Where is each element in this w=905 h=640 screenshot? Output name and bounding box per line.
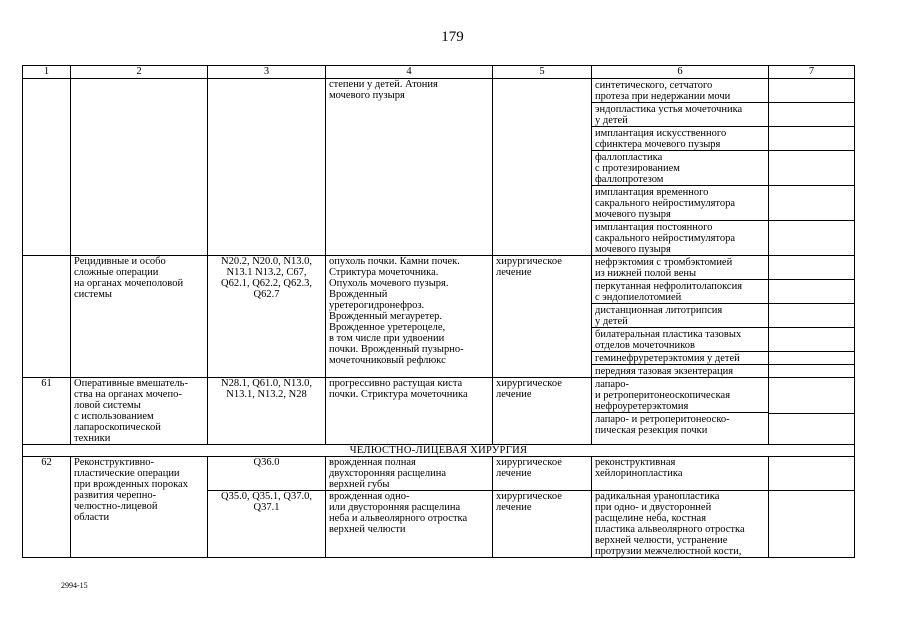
method-cell	[592, 378, 769, 445]
diagnosis-cell: прогрессивно растущая киста почки. Стриктура мочеточника	[326, 378, 493, 445]
footer-code: 2994-15	[61, 581, 88, 590]
header-col-7: 7	[769, 66, 855, 79]
procedures-table	[22, 65, 855, 558]
procedure-name-cell: Оперативные вмешатель- ства на органах мочепо- ловой системы с использованием лапароскопической техники	[71, 378, 208, 445]
row-number-cell: 61	[23, 378, 71, 445]
treatment-type-cell: хирургическое лечение	[493, 457, 592, 491]
method-item: имплантация временного сакрального нейростимулятора мочевого пузыря	[592, 186, 768, 221]
table-row	[23, 457, 855, 491]
table-row	[23, 378, 855, 445]
icd-codes-cell: N28.1, Q61.0, N13.0, N13.1, N13.2, N28	[208, 378, 326, 445]
row-number-cell: 62	[23, 457, 71, 558]
section-header-row	[23, 445, 855, 457]
treatment-type-cell: хирургическое лечение	[493, 378, 592, 445]
table-row	[23, 256, 855, 378]
section-title: ЧЕЛЮСТНО-ЛИЦЕВАЯ ХИРУРГИЯ	[23, 445, 855, 457]
method-item: геминефруретерэктомия у детей	[592, 352, 768, 365]
diagnosis-cell: опухоль почки. Камни почек. Стриктура мочеточника. Опухоль мочевого пузыря. Врожденный уретерогидронефроз. Врожденный мегауретер. Врожденное уретероцеле, в том числе при удвоении почки. Врожденный пузырно- мочеточниковый рефлюкс	[326, 256, 493, 378]
header-col-1: 1	[23, 66, 71, 79]
method-cell: реконструктивная хейлоринопластика	[592, 457, 769, 491]
method-item: синтетического, сетчатого протеза при недержании мочи	[592, 79, 768, 103]
procedure-name-cell: Рецидивные и особо сложные операции на органах мочеполовой системы	[71, 256, 208, 378]
method-item: имплантация искусственного сфинктера мочевого пузыря	[592, 127, 768, 151]
method-item: имплантация постоянного сакрального нейростимулятора мочевого пузыря	[595, 222, 736, 255]
method-item: лапаро- и ретроперитонеоскопическая нефроуретерэктомия	[592, 378, 768, 413]
header-col-2: 2	[71, 66, 208, 79]
treatment-type-cell: хирургическое лечение	[493, 491, 592, 558]
method-cell: радикальная уранопластика при одно- и двусторонней расщелине неба, костная пластика альвеолярного отростка верхней челюсти, устранение протрузии межчелюстной кости,	[592, 491, 769, 558]
method-item: нефрэктомия с тромбэктомией из нижней полой вены	[592, 256, 768, 280]
icd-codes-cell: N20.2, N20.0, N13.0, N13.1 N13.2, C67, Q62.1, Q62.2, Q62.3, Q62.7	[208, 256, 326, 378]
icd-codes-cell: Q36.0	[208, 457, 326, 491]
header-col-4: 4	[326, 66, 493, 79]
method-item: перкутанная нефролитолапоксия с эндопиелотомией	[592, 280, 768, 304]
method-item: эндопластика устья мочеточника у детей	[592, 103, 768, 127]
method-cell	[592, 256, 769, 378]
method-item: лапаро- и ретроперитонеоско- пическая резекция почки	[595, 414, 730, 436]
treatment-type-cell: хирургическое лечение	[493, 256, 592, 378]
method-item: дистанционная литотрипсия у детей	[592, 304, 768, 328]
procedure-name-cell: Реконструктивно- пластические операции при врожденных пороках развития черепно- челюстно-лицевой области	[71, 457, 208, 558]
page-number: 179	[441, 29, 464, 45]
method-cell	[592, 79, 769, 256]
diagnosis-cell: врожденная одно- или двусторонняя расщелина неба и альвеолярного отростка верхней челюсти	[326, 491, 493, 558]
header-col-3: 3	[208, 66, 326, 79]
method-item: фаллопластика с протезированием фаллопротезом	[592, 151, 768, 186]
icd-codes-cell: Q35.0, Q35.1, Q37.0, Q37.1	[208, 491, 326, 558]
diagnosis-cell: степени у детей. Атония мочевого пузыря	[326, 79, 493, 256]
method-item: билатеральная пластика тазовых отделов мочеточников	[592, 328, 768, 352]
header-col-5: 5	[493, 66, 592, 79]
table-row	[23, 79, 855, 256]
header-col-6: 6	[592, 66, 769, 79]
method-item: передняя тазовая экзентерация	[595, 366, 734, 377]
diagnosis-cell: врожденная полная двухсторонняя расщелина верхней губы	[326, 457, 493, 491]
header-row	[23, 66, 855, 79]
